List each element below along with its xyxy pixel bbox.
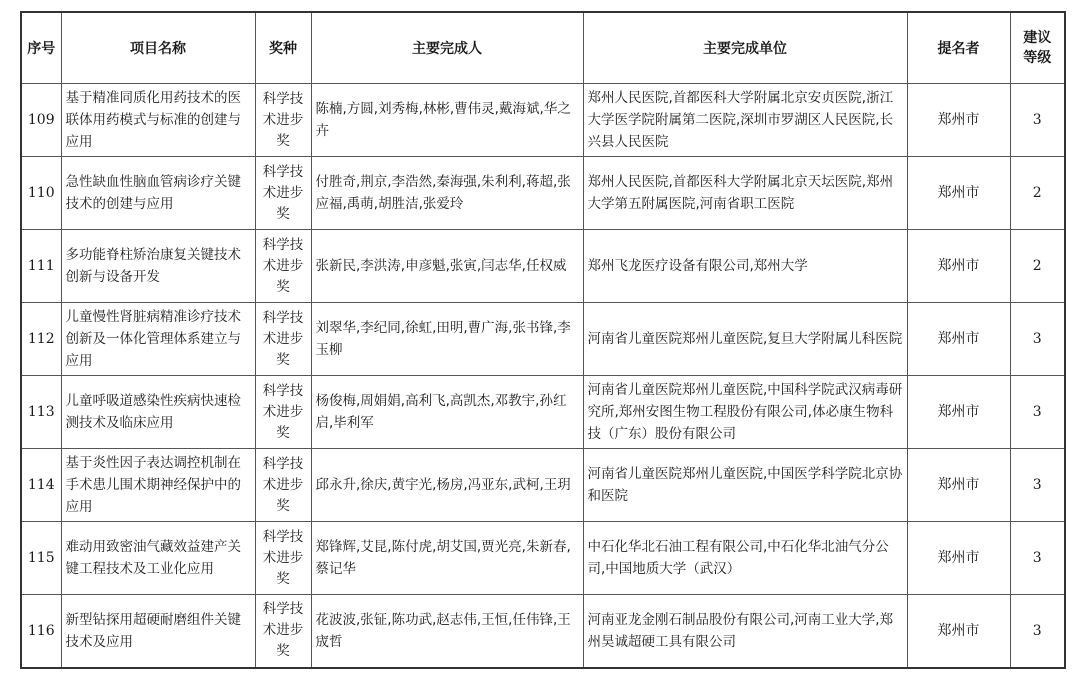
award-type: 科学技术进步奖 [255, 522, 311, 595]
header-main-units: 主要完成单位 [583, 12, 907, 84]
header-suggested-level [1010, 12, 1065, 84]
award-type: 科学技术进步奖 [255, 595, 311, 668]
suggested-level: 3 [1010, 84, 1065, 157]
main-contributors: 付胜奇,荆京,李浩然,秦海强,朱利利,蒋超,张应福,禹萌,胡胜洁,张爱玲 [311, 157, 583, 230]
table-row [21, 522, 1065, 595]
suggested-level: 3 [1010, 449, 1065, 522]
nominator: 郑州市 [907, 230, 1010, 303]
table-header-row [21, 12, 1065, 84]
header-project-name: 项目名称 [61, 12, 255, 84]
project-name: 基于精准同质化用药技术的医联体用药模式与标准的创建与应用 [61, 84, 255, 157]
row-number: 115 [21, 522, 61, 595]
award-type: 科学技术进步奖 [255, 84, 311, 157]
header-level-line1: 建议 [1023, 30, 1052, 46]
main-contributors: 邱永升,徐庆,黄宇光,杨房,冯亚东,武柯,王玥 [311, 449, 583, 522]
nominator: 郑州市 [907, 84, 1010, 157]
nominator: 郑州市 [907, 376, 1010, 449]
nominator: 郑州市 [907, 595, 1010, 668]
main-units: 河南省儿童医院郑州儿童医院,中国科学院武汉病毒研究所,郑州安图生物工程股份有限公司,体必康生物科技（广东）股份有限公司 [583, 376, 907, 449]
project-table [20, 11, 1066, 669]
main-contributors: 陈楠,方圆,刘秀梅,林彬,曹伟灵,戴海斌,华之卉 [311, 84, 583, 157]
table-row [21, 84, 1065, 157]
main-units: 河南亚龙金刚石制品股份有限公司,河南工业大学,郑州昊诚超硬工具有限公司 [583, 595, 907, 668]
project-name: 儿童慢性肾脏病精准诊疗技术创新及一体化管理体系建立与应用 [61, 303, 255, 376]
row-number: 116 [21, 595, 61, 668]
nominator: 郑州市 [907, 522, 1010, 595]
table-row [21, 595, 1065, 668]
project-name: 儿童呼吸道感染性疾病快速检测技术及临床应用 [61, 376, 255, 449]
award-type: 科学技术进步奖 [255, 230, 311, 303]
row-number: 111 [21, 230, 61, 303]
award-type: 科学技术进步奖 [255, 303, 311, 376]
main-contributors: 花波波,张钲,陈功武,赵志伟,王恒,任伟锋,王宬哲 [311, 595, 583, 668]
table-row [21, 449, 1065, 522]
row-number: 114 [21, 449, 61, 522]
row-number: 113 [21, 376, 61, 449]
project-name: 急性缺血性脑血管病诊疗关键技术的创建与应用 [61, 157, 255, 230]
main-contributors: 刘翠华,李纪同,徐虹,田明,曹广海,张书锋,李玉柳 [311, 303, 583, 376]
table-row [21, 303, 1065, 376]
table-row [21, 157, 1065, 230]
project-name: 新型钻探用超硬耐磨组件关键技术及应用 [61, 595, 255, 668]
suggested-level: 3 [1010, 595, 1065, 668]
header-award-type: 奖种 [255, 12, 311, 84]
suggested-level: 2 [1010, 157, 1065, 230]
main-units: 郑州飞龙医疗设备有限公司,郑州大学 [583, 230, 907, 303]
project-name: 难动用致密油气藏效益建产关键工程技术及工业化应用 [61, 522, 255, 595]
main-units: 河南省儿童医院郑州儿童医院,复旦大学附属儿科医院 [583, 303, 907, 376]
main-contributors: 张新民,李洪涛,申彦魁,张寅,闫志华,任权威 [311, 230, 583, 303]
suggested-level: 2 [1010, 230, 1065, 303]
award-nomination-sheet [20, 11, 1064, 669]
nominator: 郑州市 [907, 303, 1010, 376]
row-number: 110 [21, 157, 61, 230]
award-type: 科学技术进步奖 [255, 376, 311, 449]
header-main-contributors: 主要完成人 [311, 12, 583, 84]
main-contributors: 郑锋辉,艾昆,陈付虎,胡艾国,贾光亮,朱新春,蔡记华 [311, 522, 583, 595]
main-units: 河南省儿童医院郑州儿童医院,中国医学科学院北京协和医院 [583, 449, 907, 522]
row-number: 109 [21, 84, 61, 157]
row-number: 112 [21, 303, 61, 376]
award-type: 科学技术进步奖 [255, 157, 311, 230]
award-type: 科学技术进步奖 [255, 449, 311, 522]
suggested-level: 3 [1010, 522, 1065, 595]
main-units: 中石化华北石油工程有限公司,中石化华北油气分公司,中国地质大学（武汉） [583, 522, 907, 595]
nominator: 郑州市 [907, 449, 1010, 522]
main-units: 郑州人民医院,首都医科大学附属北京天坛医院,郑州大学第五附属医院,河南省职工医院 [583, 157, 907, 230]
table-row [21, 230, 1065, 303]
main-contributors: 杨俊梅,周娟娟,高利飞,高凯杰,邓教宇,孙红启,毕利军 [311, 376, 583, 449]
main-units: 郑州人民医院,首都医科大学附属北京安贞医院,浙江大学医学院附属第二医院,深圳市罗湖区人民医院,长兴县人民医院 [583, 84, 907, 157]
header-num: 序号 [21, 12, 61, 84]
suggested-level: 3 [1010, 303, 1065, 376]
nominator: 郑州市 [907, 157, 1010, 230]
project-name: 多功能脊柱矫治康复关键技术创新与设备开发 [61, 230, 255, 303]
suggested-level: 3 [1010, 376, 1065, 449]
header-nominator: 提名者 [907, 12, 1010, 84]
table-row [21, 376, 1065, 449]
header-level-line2: 等级 [1023, 50, 1052, 66]
project-name: 基于炎性因子表达调控机制在手术患儿围术期神经保护中的应用 [61, 449, 255, 522]
